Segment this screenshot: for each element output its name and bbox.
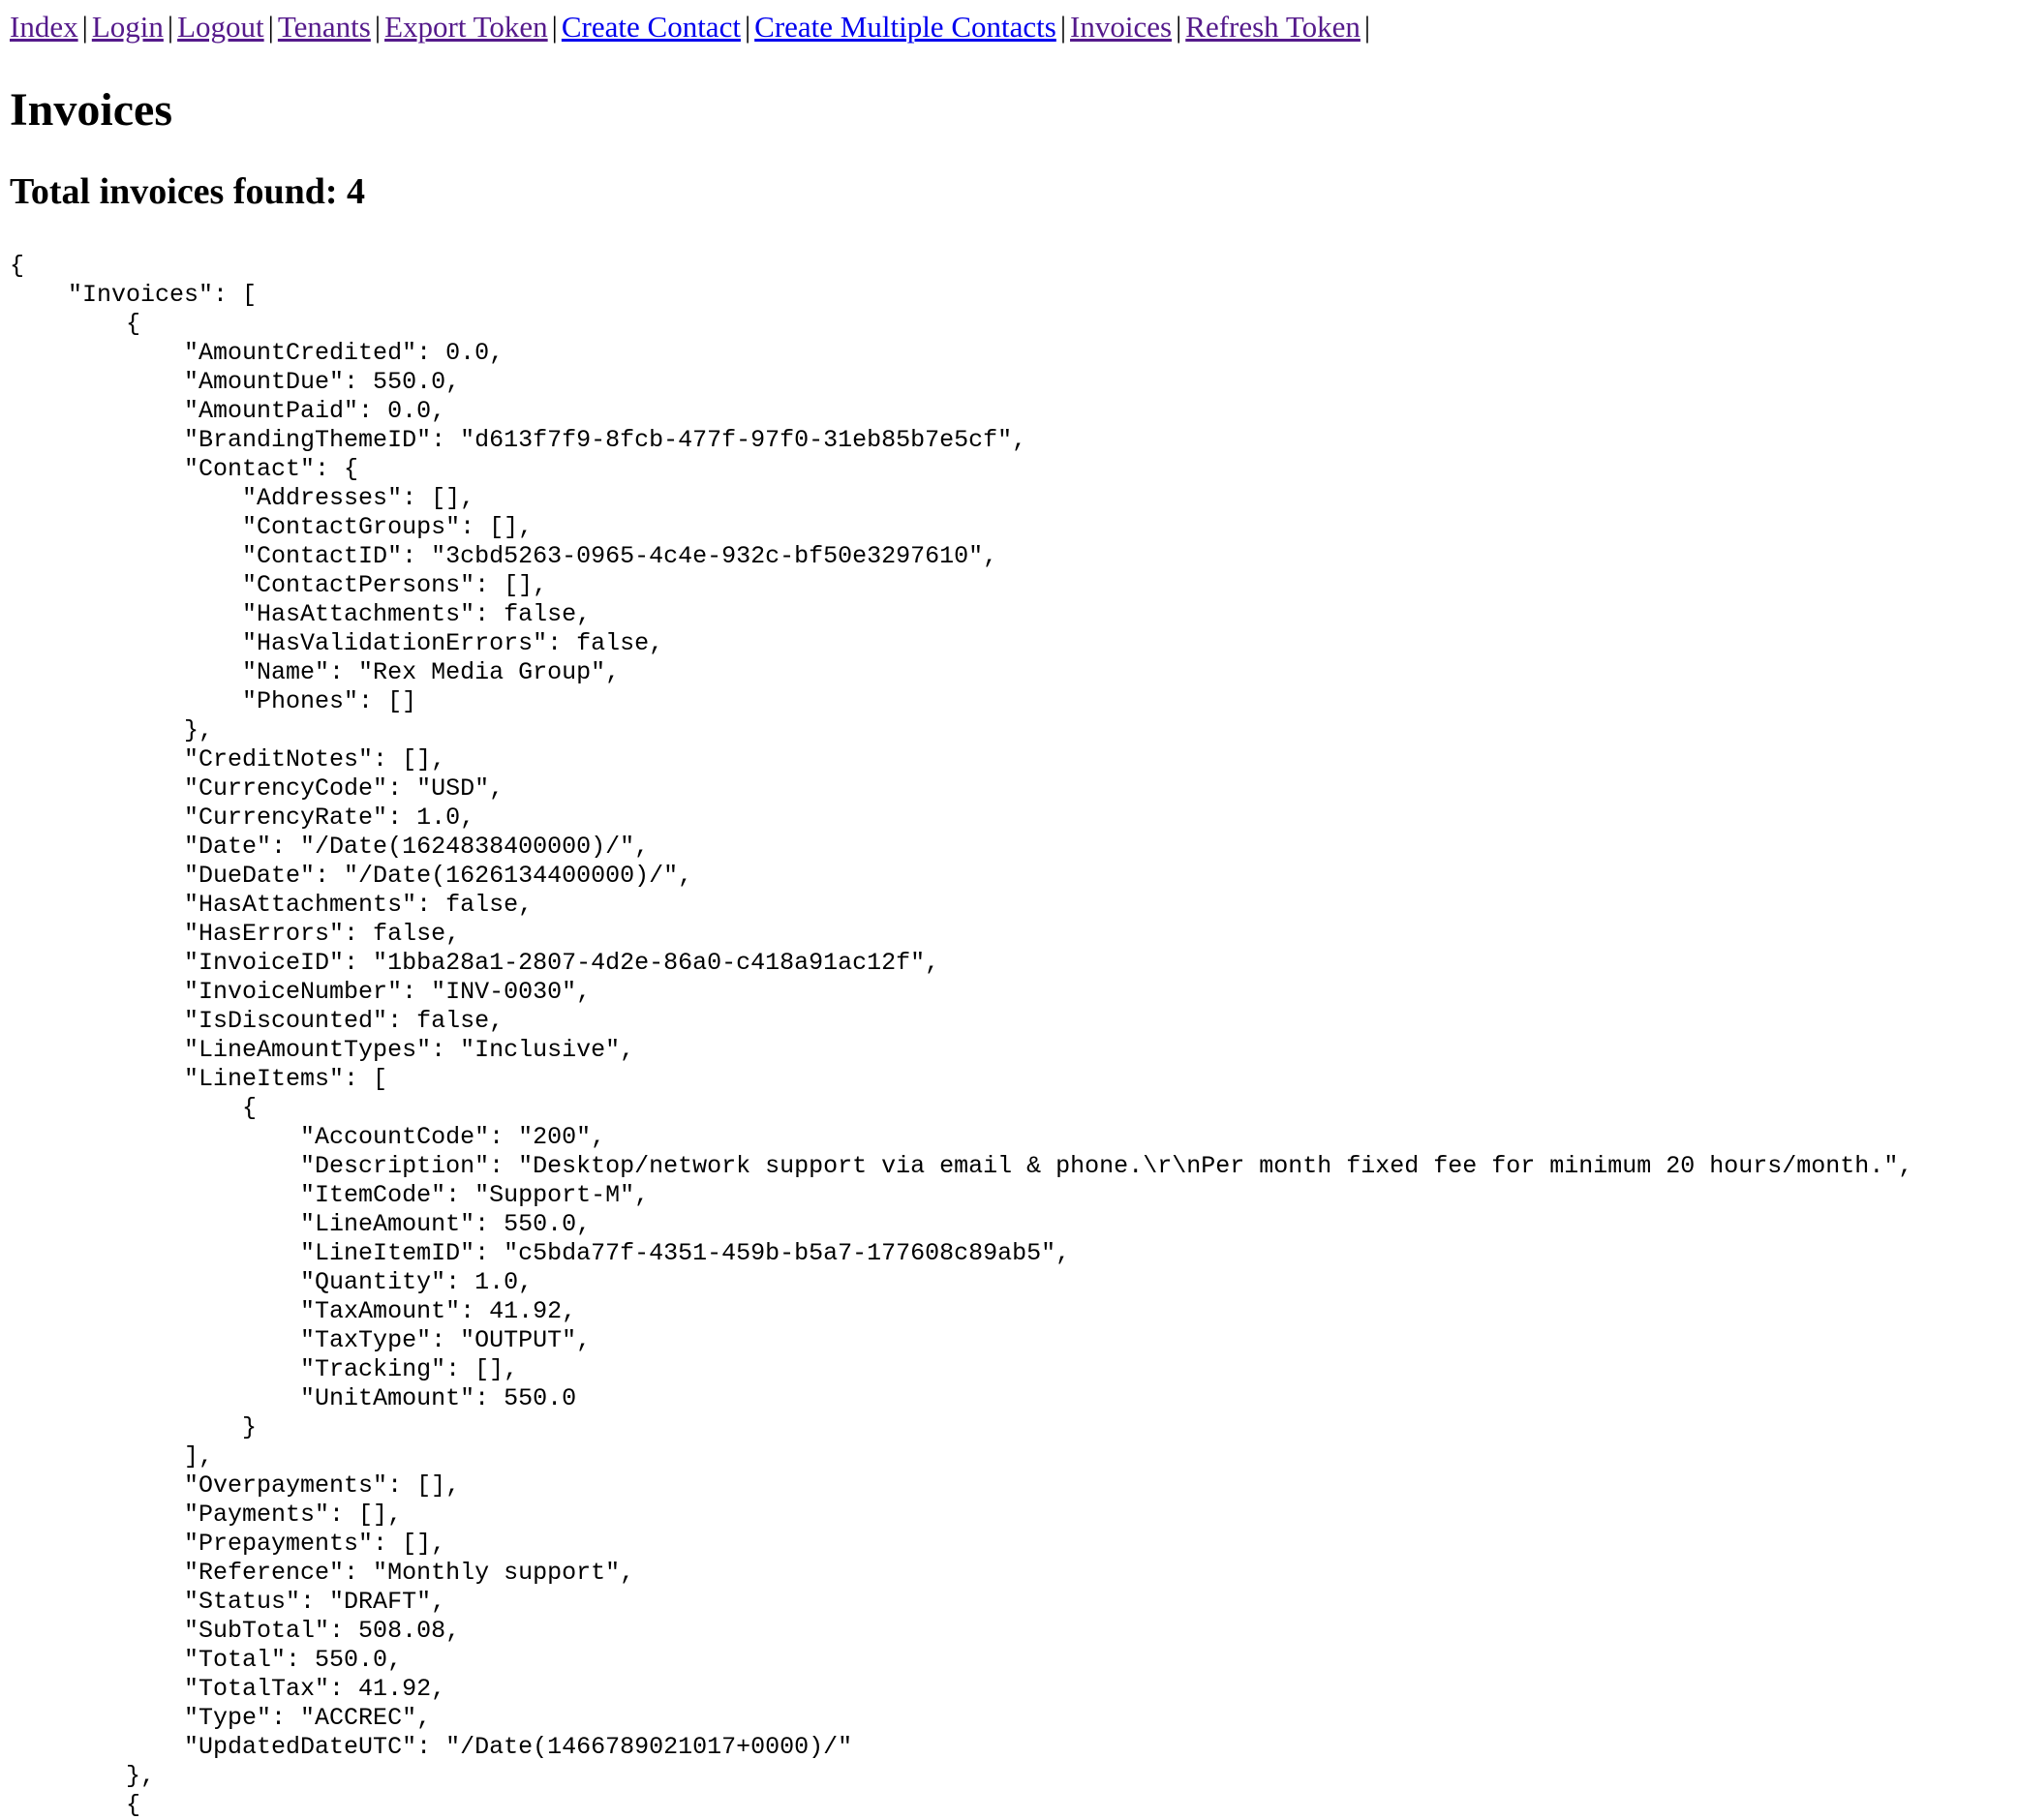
json-line: "UpdatedDateUTC": "/Date(1466789021017+0000)/": [10, 1733, 853, 1761]
nav-bar: [10, 0, 2018, 54]
json-line: "TotalTax": 41.92,: [10, 1675, 446, 1703]
json-line: "Tracking": [],: [10, 1355, 519, 1383]
json-line: "Total": 550.0,: [10, 1646, 403, 1674]
json-line: "Payments": [],: [10, 1501, 403, 1529]
json-line: "TaxAmount": 41.92,: [10, 1297, 577, 1325]
json-line: "BrandingThemeID": "d613f7f9-8fcb-477f-97f0-31eb85b7e5cf",: [10, 426, 1027, 454]
json-line: "Prepayments": [],: [10, 1530, 446, 1558]
json-line: "AccountCode": "200",: [10, 1123, 606, 1151]
nav-link-create-multiple-contacts[interactable]: Create Multiple Contacts: [754, 10, 1056, 44]
nav-separator: |: [551, 10, 558, 44]
json-line: ],: [10, 1442, 214, 1471]
json-line: "AmountDue": 550.0,: [10, 368, 461, 396]
json-line: "LineAmount": 550.0,: [10, 1210, 592, 1238]
nav-separator: |: [1059, 10, 1067, 44]
nav-link-login[interactable]: Login: [91, 10, 164, 44]
json-line: "AmountPaid": 0.0,: [10, 397, 446, 425]
nav-separator: |: [167, 10, 174, 44]
nav-separator: |: [1176, 10, 1182, 44]
json-line: {: [10, 1094, 258, 1122]
nav-separator: |: [81, 10, 88, 44]
json-line: {: [10, 252, 25, 280]
total-invoices-heading: Total invoices found: 4: [10, 171, 366, 212]
json-line: "UnitAmount": 550.0: [10, 1384, 577, 1412]
page-title: Invoices: [10, 84, 172, 136]
json-line: "CurrencyRate": 1.0,: [10, 804, 475, 832]
json-line: "Quantity": 1.0,: [10, 1268, 534, 1296]
json-line: "IsDiscounted": false,: [10, 1007, 504, 1035]
nav-link-invoices[interactable]: Invoices: [1070, 10, 1173, 44]
json-line: "Type": "ACCREC",: [10, 1704, 432, 1732]
json-line: "Invoices": [: [10, 281, 258, 309]
json-line: "Date": "/Date(1624838400000)/",: [10, 833, 650, 861]
nav-link-refresh-token[interactable]: Refresh Token: [1185, 10, 1361, 44]
json-line: "LineItems": [: [10, 1065, 388, 1093]
nav-separator: |: [744, 10, 751, 44]
page: [10, 0, 2018, 1820]
nav-separator: |: [267, 10, 274, 44]
json-line: "Overpayments": [],: [10, 1471, 461, 1500]
json-line: "LineAmountTypes": "Inclusive",: [10, 1036, 635, 1064]
json-line: "ContactID": "3cbd5263-0965-4c4e-932c-bf50e3297610",: [10, 542, 998, 570]
json-line: "CurrencyCode": "USD",: [10, 774, 504, 803]
nav-link-logout[interactable]: Logout: [177, 10, 264, 44]
json-line: "ContactPersons": [],: [10, 571, 548, 599]
json-line: "SubTotal": 508.08,: [10, 1617, 461, 1645]
json-line: {: [10, 310, 141, 338]
json-line: "CreditNotes": [],: [10, 745, 446, 774]
json-line: "HasAttachments": false,: [10, 600, 592, 628]
json-line: {: [10, 1791, 141, 1819]
json-line: "Name": "Rex Media Group",: [10, 658, 621, 686]
json-line: "Addresses": [],: [10, 484, 475, 512]
json-line: "LineItemID": "c5bda77f-4351-459b-b5a7-177608c89ab5",: [10, 1239, 1071, 1267]
json-line: "Status": "DRAFT",: [10, 1588, 446, 1616]
json-line: "Reference": "Monthly support",: [10, 1559, 635, 1587]
json-line: "Description": "Desktop/network support via email & phone.\r\nPer month fixed fee for minimum 20 hours/month.",: [10, 1152, 1913, 1180]
json-line: },: [10, 1762, 156, 1790]
json-line: "Contact": {: [10, 455, 359, 483]
nav-link-create-contact[interactable]: Create Contact: [561, 10, 741, 44]
nav-separator: |: [1363, 10, 1371, 44]
json-line: "TaxType": "OUTPUT",: [10, 1326, 592, 1354]
json-line: "InvoiceNumber": "INV-0030",: [10, 978, 592, 1006]
json-line: "HasErrors": false,: [10, 920, 461, 948]
json-line: "HasAttachments": false,: [10, 891, 534, 919]
nav-link-export-token[interactable]: Export Token: [384, 10, 548, 44]
nav-link-tenants[interactable]: Tenants: [277, 10, 371, 44]
json-line: }: [10, 1413, 258, 1441]
json-line: "HasValidationErrors": false,: [10, 629, 664, 657]
invoices-json-output: [10, 252, 2018, 1820]
json-line: "ItemCode": "Support-M",: [10, 1181, 650, 1209]
nav-link-index[interactable]: Index: [10, 10, 78, 44]
nav-separator: |: [374, 10, 382, 44]
json-line: "Phones": []: [10, 687, 417, 715]
json-line: "ContactGroups": [],: [10, 513, 534, 541]
json-line: "DueDate": "/Date(1626134400000)/",: [10, 862, 693, 890]
json-line: "AmountCredited": 0.0,: [10, 339, 504, 367]
json-line: "InvoiceID": "1bba28a1-2807-4d2e-86a0-c418a91ac12f",: [10, 949, 940, 977]
json-line: },: [10, 716, 214, 744]
